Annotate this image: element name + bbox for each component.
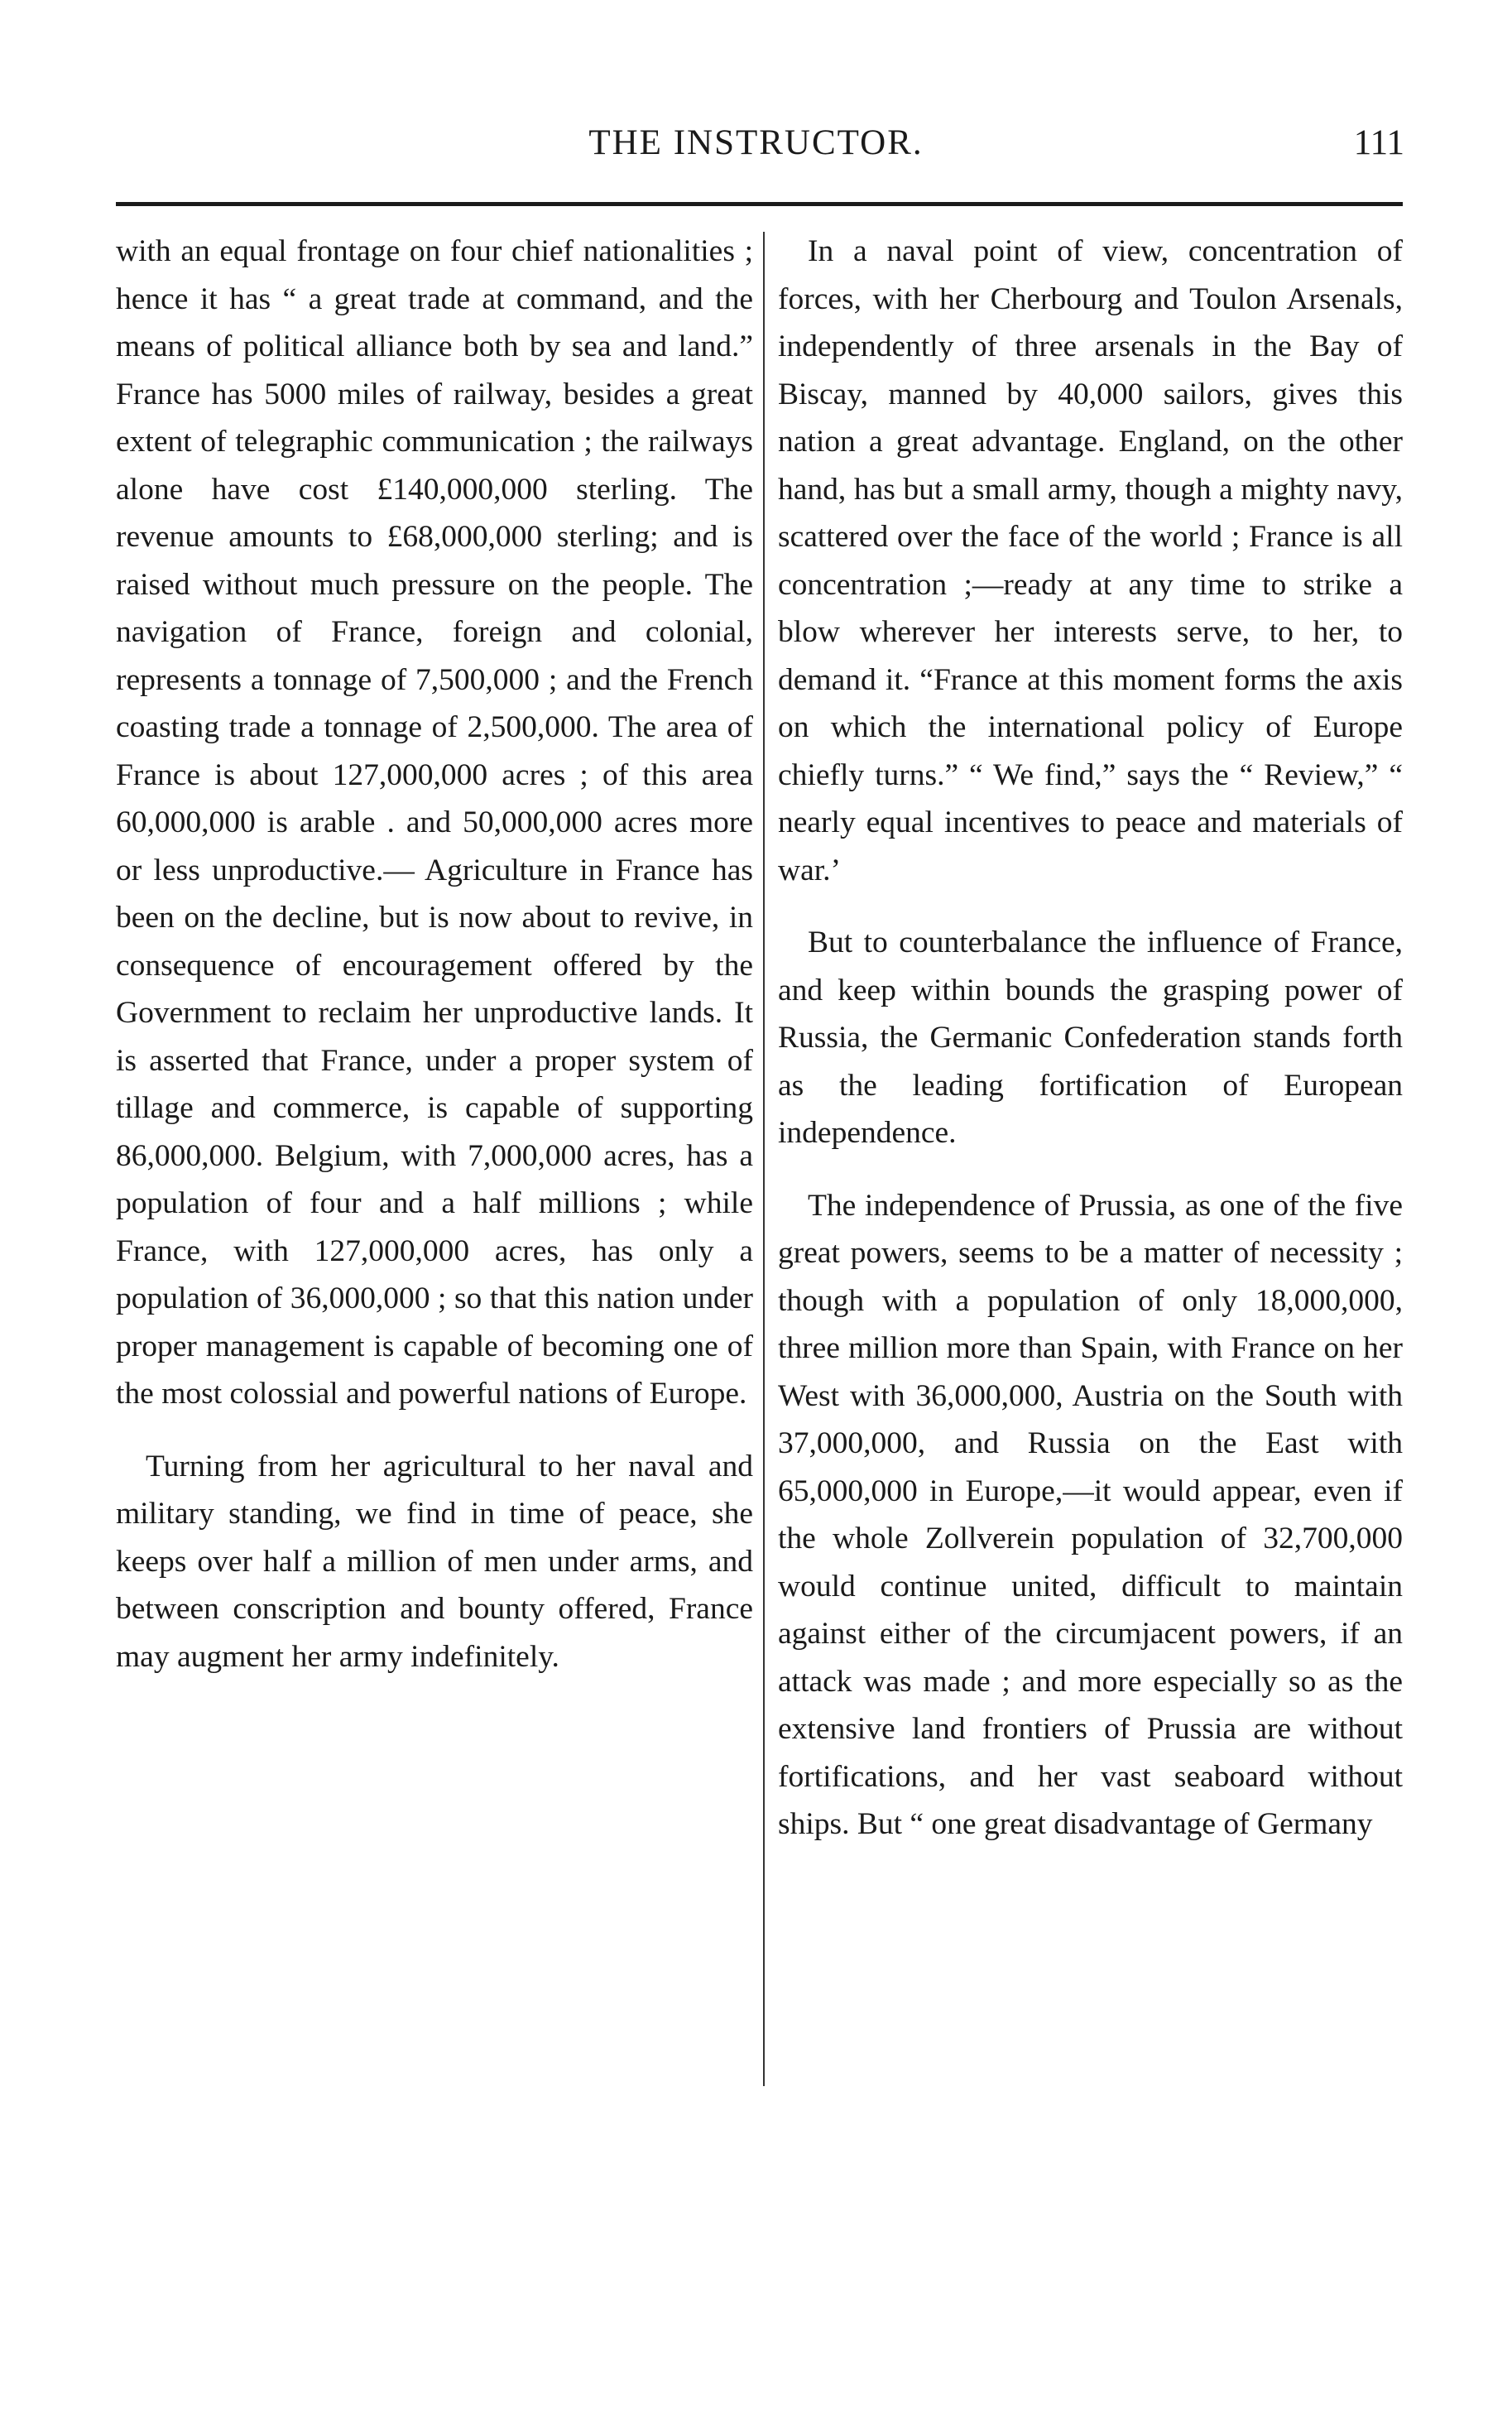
left-column [116, 228, 753, 1705]
column-divider [763, 232, 765, 2086]
paragraph: In a naval point of view, concentration of forces, with her Cherbourg and Toulon Arsenals, independently of three arsenals in the Bay of Biscay, manned by 40,000 sailors, gives this nation a great advantage. England, on the other hand, has but a small army, though a mighty navy, scattered over the face of the world ; France is all concentration ;—ready at any time to strike a blow wherever her interests serve, to her, to demand it. “France at this moment forms the axis on which the international policy of Europe chiefly turns.” “ We find,” says the “ Review,” “ nearly equal incentives to peace and materials of war.’ [778, 234, 1403, 887]
running-title: THE INSTRUCTOR. [588, 123, 924, 162]
paragraph: with an equal frontage on four chief nationalities ; hence it has “ a great trade at command, and the means of political alliance both by sea and land.” France has 5000 miles of railway, besides a great extent of telegraphic communication ; the railways alone have cost £140,000,000 sterling. The revenue amounts to £68,000,000 sterling; and is raised without much pressure on the people. The navigation of France, foreign and colonial, represents a tonnage of 7,500,000 ; and the French coasting trade a tonnage of 2,500,000. The area of France is about 127,000,000 acres ; of this area 60,000,000 is arable . and 50,000,000 acres more or less unproductive.— Agriculture in France has been on the decline, but is now about to revive, in consequence of encouragement offered by the Government to reclaim her unproductive lands. It is asserted that France, under a proper system of tillage and commerce, is capable of supporting 86,000,000. Belgium, with 7,000,000 acres, has a population of four and a half millions ; while France, with 127,000,000 acres, has only a population of 36,000,000 ; so that this nation under proper management is capable of becoming one of the most colossial and powerful nations of Europe. [116, 234, 753, 1411]
page-number: 111 [1353, 123, 1404, 162]
paragraph: Turning from her agricultural to her naval and military standing, we find in time of peace, she keeps over half a million of men under arms, and between conscription and bounty offered, France may augment her army indefinitely. [116, 1449, 753, 1674]
page-header [0, 123, 1512, 172]
header-rule [116, 202, 1403, 206]
paragraph: But to counterbalance the influence of France, and keep within bounds the grasping power of Russia, the Germanic Confederation stands forth as the leading fortification of European independence. [778, 926, 1403, 1150]
right-column [778, 228, 1403, 1873]
paragraph: The independence of Prussia, as one of the five great powers, seems to be a matter of necessity ; though with a population of only 18,000,000, three million more than Spain, with France on her West with 36,000,000, Austria on the South with 37,000,000, and Russia on the East with 65,000,000 in Europe,—it would appear, even if the whole Zollverein population of 32,700,000 would continue united, difficult to maintain against either of the circumjacent powers, if an attack was made ; and more especially so as the extensive land frontiers of Prussia are without fortifications, and her vast seaboard without ships. But “ one great disadvantage of Germany [778, 1188, 1403, 1841]
